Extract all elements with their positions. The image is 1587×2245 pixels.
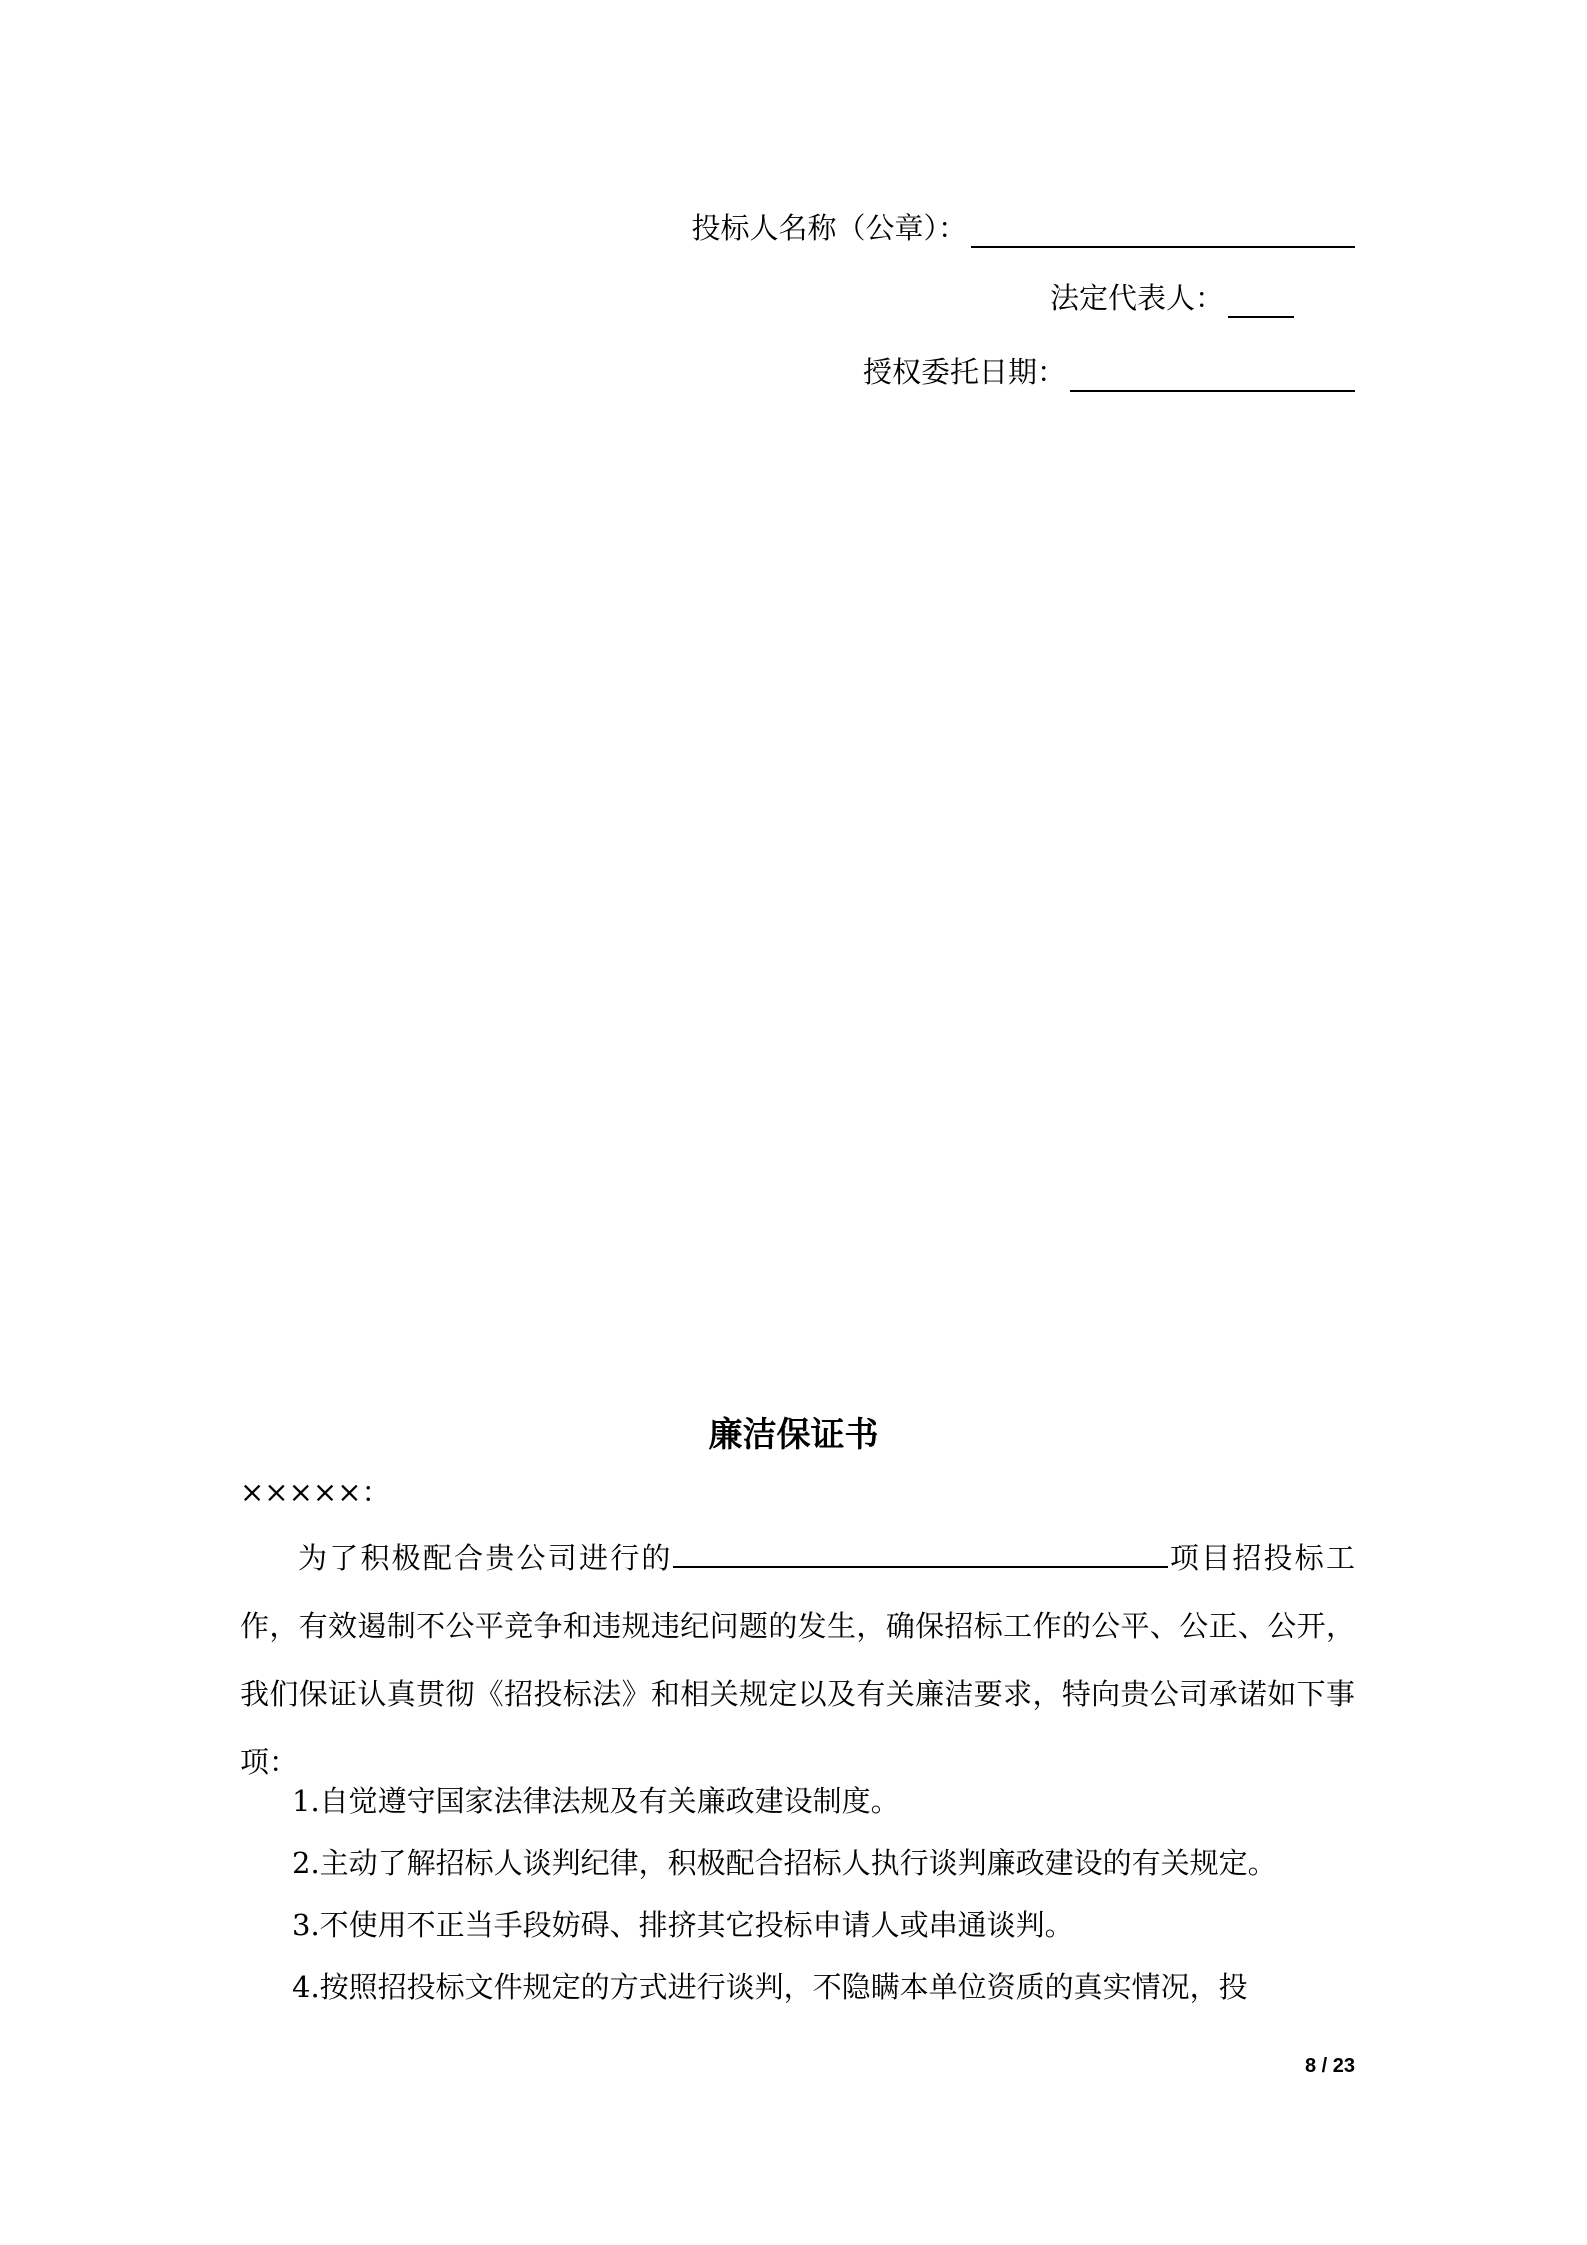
- bidder-name-row: [691, 208, 1355, 248]
- page-number: 8 / 23: [1304, 2055, 1355, 2077]
- pledge-title: 廉洁保证书: [708, 1415, 879, 1455]
- legal-rep-blank[interactable]: [1228, 286, 1294, 318]
- legal-rep-label: 法定代表人：: [1049, 281, 1224, 315]
- intro-before-blank: 为了积极配合贵公司进行的: [298, 1541, 673, 1575]
- intro-paragraph: [240, 1524, 1355, 1796]
- bidder-name-label: 投标人名称（公章）：: [691, 211, 967, 245]
- intro-after-blank: 项目招投标工作，有效遏制不公平竞争和违规违纪问题的发生，确保招标工作的公平、公正、公开，我们保证认真贯彻《招投标法》和相关规定以及有关廉洁要求，特向贵公司承诺如下事项：: [240, 1541, 1355, 1779]
- auth-date-blank[interactable]: [1070, 360, 1355, 392]
- list-item: 1.自觉遵守国家法律法规及有关廉政建设制度。: [292, 1784, 900, 1818]
- auth-date-row: [863, 352, 1355, 392]
- salutation: ×××××：: [240, 1475, 391, 1509]
- project-name-blank[interactable]: [673, 1536, 1168, 1568]
- commitment-list: [292, 1770, 1372, 2018]
- list-item: 4.按照招投标文件规定的方式进行谈判，不隐瞒本单位资质的真实情况，投: [292, 1970, 1248, 2004]
- auth-date-label: 授权委托日期：: [862, 355, 1066, 389]
- list-item: 2.主动了解招标人谈判纪律，积极配合招标人执行谈判廉政建设的有关规定。: [292, 1846, 1277, 1880]
- legal-rep-row: [1050, 278, 1355, 318]
- bidder-name-blank[interactable]: [971, 216, 1355, 248]
- list-item: 3.不使用不正当手段妨碍、排挤其它投标申请人或串通谈判。: [292, 1908, 1074, 1942]
